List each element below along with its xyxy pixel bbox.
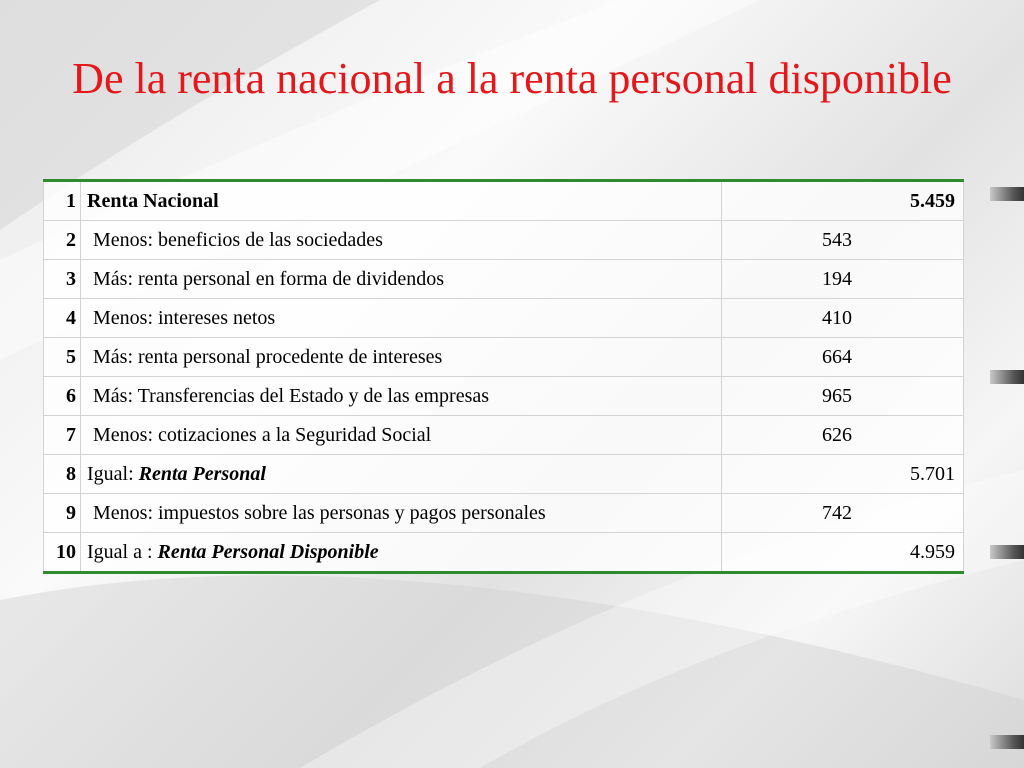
decorative-tab-mark [990, 545, 1024, 559]
row-label: Más: renta personal procedente de intereses [81, 338, 722, 377]
slide-title: De la renta nacional a la renta personal disponible [72, 54, 952, 103]
row-label-prefix: Igual: [87, 462, 139, 485]
row-number: 5 [44, 338, 81, 377]
row-number: 3 [44, 260, 81, 299]
row-value: 742 [722, 494, 964, 533]
row-label: Menos: intereses netos [81, 299, 722, 338]
row-value: 5.459 [722, 181, 964, 221]
row-number: 7 [44, 416, 81, 455]
row-value: 664 [722, 338, 964, 377]
row-value: 194 [722, 260, 964, 299]
row-value: 965 [722, 377, 964, 416]
table-row [44, 455, 964, 494]
table-row [44, 533, 964, 573]
table-row [44, 416, 964, 455]
table-row [44, 377, 964, 416]
row-number: 2 [44, 221, 81, 260]
row-number: 9 [44, 494, 81, 533]
row-label [81, 181, 722, 221]
row-label-text: Renta Personal [138, 462, 266, 485]
table-row [44, 221, 964, 260]
row-value: 543 [722, 221, 964, 260]
row-label: Menos: impuestos sobre las personas y pagos personales [81, 494, 722, 533]
row-number: 6 [44, 377, 81, 416]
row-label [81, 455, 722, 494]
row-label: Más: Transferencias del Estado y de las empresas [81, 377, 722, 416]
row-number: 8 [44, 455, 81, 494]
table-row [44, 338, 964, 377]
table-row [44, 494, 964, 533]
row-label-text: Renta Personal Disponible [157, 540, 379, 563]
row-value: 5.701 [722, 455, 964, 494]
row-label-text: Renta Nacional [87, 189, 219, 212]
row-label-prefix: Igual a : [87, 540, 158, 563]
table-row [44, 260, 964, 299]
decorative-tab-mark [990, 370, 1024, 384]
row-label: Más: renta personal en forma de dividendos [81, 260, 722, 299]
income-table [43, 179, 964, 574]
decorative-tab-mark [990, 735, 1024, 749]
row-label: Menos: beneficios de las sociedades [81, 221, 722, 260]
row-value: 626 [722, 416, 964, 455]
row-label: Menos: cotizaciones a la Seguridad Social [81, 416, 722, 455]
table-row [44, 299, 964, 338]
decorative-tab-mark [990, 187, 1024, 201]
row-value: 4.959 [722, 533, 964, 573]
table-row [44, 181, 964, 221]
row-number: 10 [44, 533, 81, 573]
row-number: 4 [44, 299, 81, 338]
row-label [81, 533, 722, 573]
row-number: 1 [44, 181, 81, 221]
row-value: 410 [722, 299, 964, 338]
